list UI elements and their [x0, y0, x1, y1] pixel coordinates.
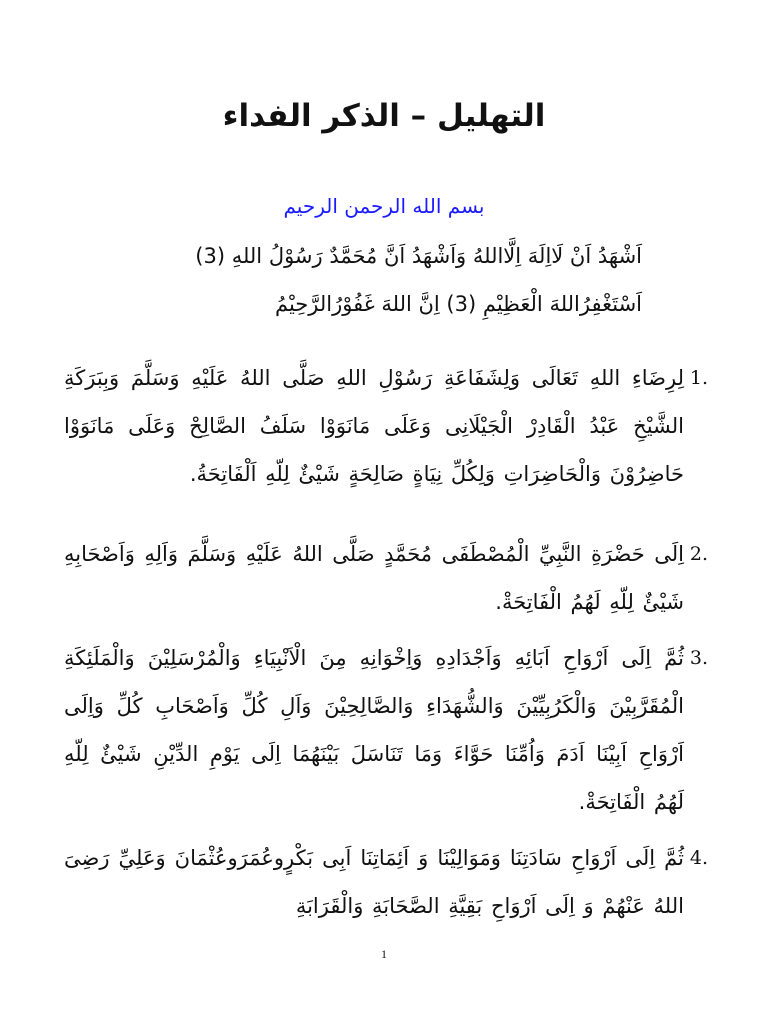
shahada-line: اَشْهَدُ اَنْ لَااِلَهَ اِلَّااللهُ وَاَشْهَدُ اَنَّ مُحَمَّدٌ رَسُوْلُ اللهِ (3): [195, 244, 642, 268]
list-item-text: لِرِضَاءِ اللهِ تَعَالَى وَلِشَفَاعَةِ رَسُوْلِ اللهِ صَلَّى اللهُ عَلَيْهِ وَسَلَّمَ وَبِبَرَكَةِ الشَّيْخِ عَبْدُ الْقَادِرْ الْجَيْلَانِى وَعَلَى مَانَوَوْا سَلَفُ الصَّالِحْ وَعَلَى مَانَوَوْا حَاضِرُوْنَ وَالْحَاضِرَاتِ وَلِكُلِّ نِيَاةٍ صَالِحَةٍ شَيْئٌ لِلّهِ اَلْفَاتِحَةُ.: [64, 366, 684, 486]
list-item: [64, 530, 709, 626]
list-item-text: اِلَى حَضْرَةِ النَّبِيِّ الْمُصْطَفَى مُحَمَّدٍ صَلَّى اللهُ عَلَيْهِ وَسَلَّمَ وَاَلِهِ وَاَصْحَابِهِ شَيْئٌ لِلّهِ لَهُمُ الْفَاتِحَةْ.: [64, 542, 684, 614]
list-item-number: 4.: [689, 847, 709, 869]
istighfar-line: اَسْتَغْفِرُاللهَ الْعَظِيْمِ (3) اِنَّ اللهَ غَفُوْرُالرَّحِيْمُ: [274, 292, 642, 316]
list-item-text: ثُمَّ اِلَى اَرْوَاحِ سَادَتِنَا وَمَوَالِيْنَا وَ اَئِمَاتِنَا اَبِى بَكْرٍوعُمَرَوعُثْمَانَ وَعَلِيِّ رَضِىَ اللهُ عَنْهُمْ وَ اِلَى اَرْوَاحِ بَقِيَّةِ الصَّحَابَةِ وَالْقَرَابَةِ: [64, 846, 684, 918]
list-item: [64, 354, 709, 546]
basmala-heading: بسم الله الرحمن الرحيم: [283, 194, 485, 218]
list-item-text: ثُمَّ اِلَى اَرْوَاحِ اَبَائِهِ وَاَجْدَادِهِ وَاِخْوَانِهِ مِنَ الْاَنْبِيَاءِ وَالْمُرْسَلِيْنَ وَالْمَلَئِكَةِ الْمُقَرَّبِيْنَ وَالْكَرُبِيِّيْنَ وَالشُّهَدَاءِ وَالصَّالِحِيْنَ وَاَلِ كُلِّ وَاَصْحَابِ كُلِّ وَاِلَى اَرْوَاحِ اَبِيْنَا اَدَمَ وَاُمِّنَا حَوَّاءَ وَمَا تَنَاسَلَ بَيْنَهُمَا اِلَى يَوْمِ الدِّيْنِ شَيْئٌ لِلّهِ لَهُمُ الْفَاتِحَةْ.: [64, 646, 684, 814]
list-item: [64, 634, 709, 826]
list-item-number: 3.: [689, 647, 709, 669]
list-item-number: 1.: [689, 367, 709, 389]
list-item: [64, 834, 709, 930]
page-number: 1: [381, 947, 387, 961]
list-item-number: 2.: [689, 543, 709, 565]
document-title: التهليل – الذكر الفداء: [222, 98, 546, 134]
